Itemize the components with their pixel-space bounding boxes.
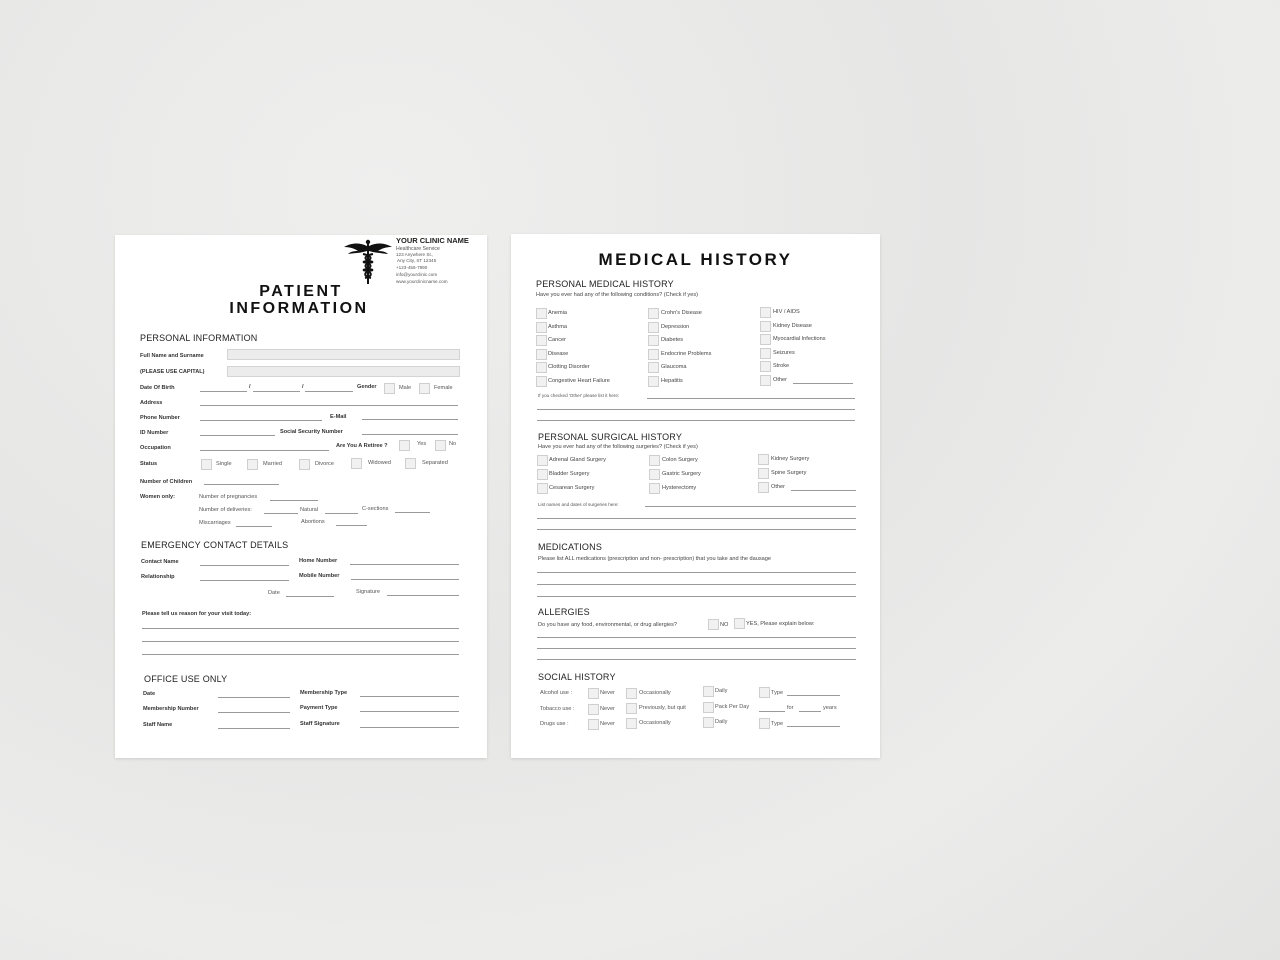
- alcohol-type-checkbox[interactable]: [759, 687, 770, 698]
- condition-label: Depression: [661, 323, 690, 330]
- visit-reason-label: Please tell us reason for your visit today:: [142, 611, 252, 617]
- condition-checkbox[interactable]: [648, 308, 659, 319]
- allergies-line[interactable]: [537, 637, 856, 638]
- natural-field[interactable]: [325, 513, 358, 514]
- condition-label: Myocardial Infections: [773, 336, 826, 342]
- email-label: E-Mail: [330, 414, 347, 420]
- payment-type-label: Payment Type: [300, 705, 338, 711]
- occupation-label: Occupation: [140, 445, 171, 451]
- condition-checkbox[interactable]: [760, 348, 771, 359]
- tobacco-years-label: years: [823, 705, 837, 711]
- surgery-checkbox[interactable]: [649, 483, 660, 494]
- staff-signature-label: Staff Signature: [300, 721, 340, 727]
- status-married-label: Married: [263, 461, 282, 467]
- condition-checkbox[interactable]: [760, 334, 771, 345]
- status-widowed-checkbox[interactable]: [351, 458, 362, 469]
- other-note-line[interactable]: [537, 409, 855, 410]
- natural-label: Natural: [300, 507, 319, 513]
- membership-number-field[interactable]: [218, 712, 290, 713]
- tobacco-years-field[interactable]: [799, 711, 821, 712]
- surgery-list-line[interactable]: [537, 518, 856, 519]
- condition-label: Other: [773, 377, 787, 383]
- status-married-checkbox[interactable]: [247, 459, 258, 470]
- signature-field[interactable]: [387, 595, 459, 596]
- surgery-checkbox[interactable]: [758, 468, 769, 479]
- dob-year-field[interactable]: [305, 391, 353, 392]
- relationship-label: Relationship: [141, 574, 175, 580]
- clinic-website: www.yourclinicname.com: [396, 279, 448, 284]
- clinic-address2: Any City, ST 12345: [397, 258, 437, 263]
- csections-field[interactable]: [395, 512, 430, 513]
- alcohol-daily-checkbox[interactable]: [703, 686, 714, 697]
- drugs-occasionally-label: Occasionally: [639, 720, 671, 726]
- condition-label: Disease: [548, 351, 569, 357]
- condition-checkbox[interactable]: [760, 321, 771, 332]
- alcohol-label: Alcohol use :: [540, 690, 573, 696]
- mobile-number-label: Mobile Number: [299, 573, 340, 579]
- surgical-history-question: Have you ever had any of the following surgeries? (Check if yes): [538, 444, 698, 450]
- allergies-no-checkbox[interactable]: [708, 619, 719, 630]
- deliveries-label: Number of deliveries:: [199, 507, 252, 513]
- surgery-checkbox[interactable]: [649, 469, 660, 480]
- visit-reason-line[interactable]: [142, 654, 459, 655]
- abortions-label: Abortions: [301, 519, 325, 525]
- surgery-checkbox[interactable]: [649, 455, 660, 466]
- surgery-label: Spine Surgery: [771, 470, 807, 476]
- office-use-heading: OFFICE USE ONLY: [144, 674, 228, 684]
- clinic-name: YOUR CLINIC NAME: [396, 236, 469, 245]
- phone-field[interactable]: [200, 420, 322, 421]
- allergies-heading: ALLERGIES: [538, 607, 590, 617]
- condition-label: Clotting Disorder: [548, 364, 590, 370]
- tobacco-pack-label: Pack Per Day: [715, 704, 750, 710]
- page-title: MEDICAL HISTORY: [598, 250, 793, 269]
- surgery-label: Colon Surgery: [662, 456, 698, 463]
- condition-label: Diabetes: [661, 336, 684, 343]
- medications-line[interactable]: [537, 572, 856, 573]
- deliveries-field[interactable]: [264, 513, 298, 514]
- medications-line[interactable]: [537, 584, 856, 585]
- surgery-checkbox[interactable]: [537, 483, 548, 494]
- women-only-label: Women only:: [140, 494, 176, 500]
- status-widowed-label: Widowed: [368, 460, 392, 466]
- retiree-no-checkbox[interactable]: [435, 440, 446, 451]
- alcohol-type-label: Type: [771, 690, 784, 696]
- office-date-label: Date: [143, 691, 156, 697]
- surgery-label: Other: [771, 484, 785, 490]
- emergency-contact-heading: EMERGENCY CONTACT DETAILS: [141, 540, 289, 550]
- miscarriages-label: Miscarriages: [199, 520, 231, 526]
- full-name-capital-field[interactable]: [227, 366, 460, 377]
- surgery-checkbox[interactable]: [537, 455, 548, 466]
- ssn-field[interactable]: [362, 434, 458, 435]
- tobacco-previously-checkbox[interactable]: [626, 703, 637, 714]
- medications-heading: MEDICATIONS: [538, 542, 603, 552]
- dob-label: Date Of Birth: [140, 385, 175, 391]
- patient-information-form: [115, 235, 487, 758]
- condition-checkbox[interactable]: [760, 361, 771, 372]
- home-number-field[interactable]: [350, 564, 459, 565]
- allergies-yes-label: YES, Please explain below:: [746, 621, 815, 627]
- drugs-never-label: Never: [600, 721, 615, 727]
- gender-label: Gender: [357, 384, 377, 390]
- condition-checkbox[interactable]: [536, 362, 547, 373]
- other-note-field[interactable]: [647, 398, 855, 399]
- allergies-line[interactable]: [537, 648, 856, 649]
- drugs-type-checkbox[interactable]: [759, 718, 770, 729]
- allergies-question: Do you have any food, environmental, or drug allergies?: [538, 622, 677, 628]
- retiree-yes-label: Yes: [417, 441, 427, 447]
- surgical-history-heading: PERSONAL SURGICAL HISTORY: [538, 432, 683, 442]
- staff-name-label: Staff Name: [143, 722, 173, 728]
- pregnancies-field[interactable]: [270, 500, 318, 501]
- condition-label: Asthma: [548, 324, 567, 330]
- condition-checkbox[interactable]: [648, 376, 659, 387]
- female-checkbox[interactable]: [419, 383, 430, 394]
- surgery-list-field[interactable]: [645, 506, 856, 507]
- retiree-yes-checkbox[interactable]: [399, 440, 410, 451]
- capital-note-label: (PLEASE USE CAPITAL): [140, 369, 205, 375]
- medications-note: Please list ALL medications (prescription and non- prescription) that you take and the dausage: [538, 556, 772, 562]
- drugs-occasionally-checkbox[interactable]: [626, 718, 637, 729]
- alcohol-never-checkbox[interactable]: [588, 688, 599, 699]
- allergies-yes-checkbox[interactable]: [734, 618, 745, 629]
- emergency-date-field[interactable]: [286, 596, 334, 597]
- membership-type-field[interactable]: [360, 696, 459, 697]
- male-label: Male: [399, 385, 412, 391]
- other-note-line[interactable]: [537, 420, 855, 421]
- full-name-label: Full Name and Surname: [140, 353, 204, 359]
- tobacco-previously-label: Previously, but quit: [639, 705, 686, 711]
- female-label: Female: [434, 385, 453, 391]
- condition-label: Anemia: [548, 310, 567, 316]
- full-name-field[interactable]: [227, 349, 460, 360]
- csections-label: C-sections: [362, 506, 389, 512]
- id-number-label: ID Number: [140, 430, 169, 436]
- surgery-checkbox[interactable]: [537, 469, 548, 480]
- clinic-service: Healthcare Service: [396, 246, 440, 252]
- staff-name-field[interactable]: [218, 728, 290, 729]
- tobacco-never-label: Never: [600, 706, 615, 712]
- dob-slash: /: [302, 384, 304, 390]
- miscarriages-field[interactable]: [236, 526, 272, 527]
- alcohol-never-label: Never: [600, 690, 615, 696]
- status-separated-label: Separated: [422, 460, 448, 466]
- dob-month-field[interactable]: [253, 391, 300, 392]
- condition-checkbox[interactable]: [648, 322, 659, 333]
- drugs-type-field[interactable]: [787, 726, 840, 727]
- alcohol-occasionally-checkbox[interactable]: [626, 688, 637, 699]
- phone-label: Phone Number: [140, 415, 180, 421]
- condition-label: Cancer: [548, 337, 567, 343]
- status-single-label: Single: [216, 461, 232, 467]
- status-single-checkbox[interactable]: [201, 459, 212, 470]
- dob-slash: /: [249, 384, 251, 390]
- drugs-label: Drugs use :: [540, 721, 569, 727]
- page-title-line2: INFORMATION: [229, 300, 369, 317]
- surgery-label: Kidney Surgery: [771, 456, 810, 462]
- children-field[interactable]: [204, 484, 279, 485]
- condition-label: Seizures: [773, 350, 795, 356]
- social-history-heading: SOCIAL HISTORY: [538, 672, 616, 682]
- condition-checkbox[interactable]: [536, 322, 547, 333]
- contact-name-field[interactable]: [200, 565, 289, 566]
- medications-line[interactable]: [537, 596, 856, 597]
- surgery-checkbox[interactable]: [758, 454, 769, 465]
- status-divorce-checkbox[interactable]: [299, 459, 310, 470]
- signature-label: Signature: [356, 589, 380, 595]
- surgery-label: Hysterectomy: [662, 484, 697, 491]
- condition-label: HIV / AIDS: [773, 309, 800, 315]
- emergency-date-label: Date: [268, 590, 280, 596]
- contact-name-label: Contact Name: [141, 559, 179, 565]
- condition-checkbox[interactable]: [536, 376, 547, 387]
- condition-label: Stroke: [773, 363, 790, 369]
- surgery-list-line[interactable]: [537, 529, 856, 530]
- alcohol-type-field[interactable]: [787, 695, 840, 696]
- surgery-checkbox[interactable]: [758, 482, 769, 493]
- alcohol-occasionally-label: Occasionally: [639, 690, 671, 696]
- surgery-label: Cesarean Surgery: [549, 485, 595, 491]
- tobacco-label: Tobacco use :: [540, 706, 575, 712]
- abortions-field[interactable]: [336, 525, 367, 526]
- drugs-type-label: Type: [771, 721, 784, 727]
- condition-checkbox[interactable]: [536, 335, 547, 346]
- mobile-number-field[interactable]: [351, 579, 459, 580]
- tobacco-pack-field[interactable]: [759, 711, 785, 712]
- caduceus-logo-icon: [343, 238, 393, 286]
- condition-checkbox[interactable]: [536, 308, 547, 319]
- home-number-label: Home Number: [299, 558, 338, 564]
- surgery-label: Gastric Surgery: [662, 470, 701, 477]
- tobacco-pack-checkbox[interactable]: [703, 702, 714, 713]
- personal-information-heading: PERSONAL INFORMATION: [140, 333, 258, 343]
- surgery-label: Adrenal Gland Surgery: [549, 457, 606, 463]
- clinic-address1: 123 Anywhere St.,: [396, 252, 434, 257]
- retiree-no-label: No: [449, 441, 457, 447]
- alcohol-daily-label: Daily: [715, 688, 728, 694]
- occupation-field[interactable]: [200, 450, 329, 451]
- tobacco-never-checkbox[interactable]: [588, 704, 599, 715]
- male-checkbox[interactable]: [384, 383, 395, 394]
- surgery-list-note: List names and dates of surgeries here:: [538, 502, 619, 507]
- medical-history-form: [511, 234, 880, 758]
- tobacco-for-label: for: [787, 705, 794, 711]
- retiree-label: Are You A Retiree ?: [336, 443, 388, 449]
- surgery-other-field[interactable]: [791, 490, 856, 491]
- condition-label: Hepatitis: [661, 377, 683, 384]
- office-date-field[interactable]: [218, 697, 290, 698]
- drugs-daily-checkbox[interactable]: [703, 717, 714, 728]
- status-separated-checkbox[interactable]: [405, 458, 416, 469]
- children-label: Number of Children: [140, 479, 193, 485]
- allergies-line[interactable]: [537, 659, 856, 660]
- id-number-field[interactable]: [200, 435, 275, 436]
- status-label: Status: [140, 461, 158, 467]
- condition-checkbox[interactable]: [648, 362, 659, 373]
- condition-label: Crohn's Disease: [661, 309, 702, 316]
- membership-type-label: Membership Type: [300, 690, 348, 696]
- visit-reason-line[interactable]: [142, 641, 459, 642]
- email-field[interactable]: [362, 419, 458, 420]
- condition-label: Congestive Heart Failure: [548, 378, 610, 384]
- condition-other-field[interactable]: [793, 383, 853, 384]
- condition-checkbox[interactable]: [760, 375, 771, 386]
- address-label: Address: [140, 400, 163, 406]
- surgery-label: Bladder Surgery: [549, 471, 590, 477]
- condition-checkbox[interactable]: [536, 349, 547, 360]
- condition-label: Endocrine Problems: [661, 350, 712, 357]
- membership-number-label: Membership Number: [143, 706, 199, 712]
- visit-reason-line[interactable]: [142, 628, 459, 629]
- allergies-no-label: NO: [720, 622, 729, 628]
- payment-type-field[interactable]: [360, 711, 459, 712]
- status-divorce-label: Divorce: [315, 461, 334, 467]
- address-field[interactable]: [200, 405, 458, 406]
- clinic-email: info@yourclinic.com: [396, 272, 438, 277]
- clinic-phone: +123-456-7890: [396, 265, 428, 270]
- dob-day-field[interactable]: [200, 391, 247, 392]
- condition-checkbox[interactable]: [648, 335, 659, 346]
- medical-history-heading: PERSONAL MEDICAL HISTORY: [536, 279, 674, 289]
- condition-label: Glaucoma: [661, 363, 687, 370]
- ssn-label: Social Security Number: [280, 429, 343, 435]
- medical-history-question: Have you ever had any of the following conditions? (Check if yes): [536, 292, 698, 298]
- pregnancies-label: Number of pregnancies: [199, 494, 258, 500]
- relationship-field[interactable]: [200, 580, 289, 581]
- drugs-daily-label: Daily: [715, 719, 728, 725]
- drugs-never-checkbox[interactable]: [588, 719, 599, 730]
- page-title-line1: PATIENT: [259, 283, 343, 300]
- condition-checkbox[interactable]: [648, 349, 659, 360]
- staff-signature-field[interactable]: [360, 727, 459, 728]
- condition-label: Kidney Disease: [773, 323, 812, 329]
- condition-checkbox[interactable]: [760, 307, 771, 318]
- other-note-label: If you checked 'Other' please list it here:: [538, 393, 620, 398]
